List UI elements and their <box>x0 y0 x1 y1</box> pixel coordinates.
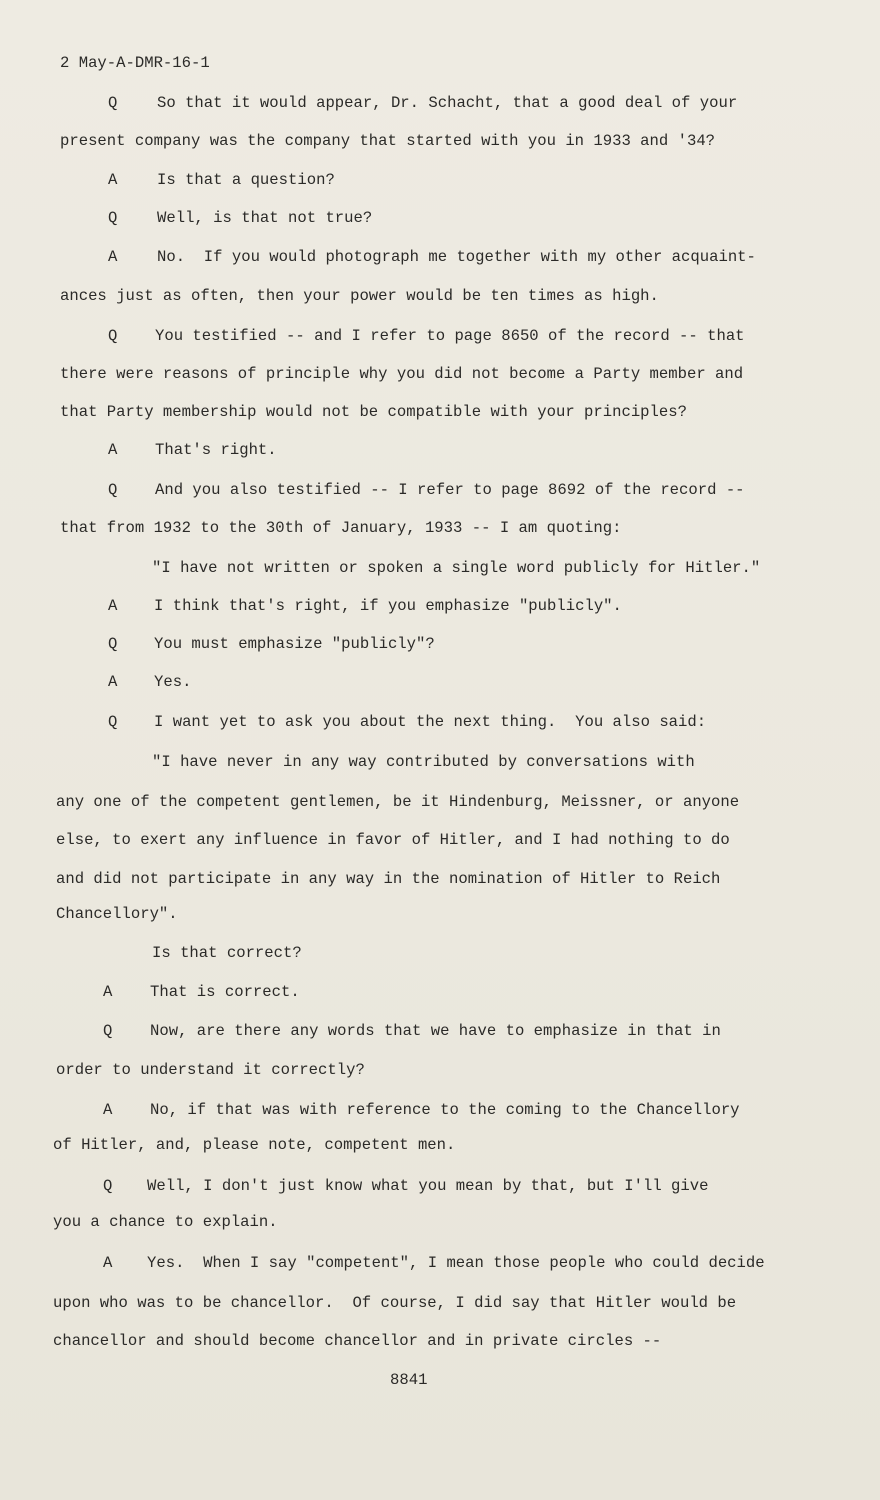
transcript-line: Is that a question? <box>157 171 335 189</box>
transcript-line: that from 1932 to the 30th of January, 1933 -- I am quoting: <box>60 519 622 537</box>
transcript-line: That's right. <box>155 441 277 459</box>
transcript-line: there were reasons of principle why you did not become a Party member and <box>60 365 744 383</box>
speaker-label: Q <box>108 209 118 227</box>
speaker-label: A <box>108 441 118 459</box>
transcript-line: chancellor and should become chancellor and in private circles -- <box>53 1332 662 1350</box>
quoted-line: "I have not written or spoken a single word publicly for Hitler." <box>152 559 761 577</box>
transcript-line: of Hitler, and, please note, competent men. <box>53 1136 456 1154</box>
speaker-label: Q <box>103 1177 113 1195</box>
speaker-label: Q <box>108 481 118 499</box>
transcript-line: order to understand it correctly? <box>56 1061 365 1079</box>
speaker-label: A <box>108 171 118 189</box>
transcript-line: I think that's right, if you emphasize "publicly". <box>154 597 622 615</box>
transcript-line: ances just as often, then your power would be ten times as high. <box>60 287 659 305</box>
transcript-line: Well, I don't just know what you mean by that, but I'll give <box>147 1177 709 1195</box>
transcript-line: No, if that was with reference to the coming to the Chancellory <box>150 1101 740 1119</box>
transcript-line: Yes. When I say "competent", I mean those people who could decide <box>147 1254 765 1272</box>
speaker-label: Q <box>108 635 118 653</box>
transcript-line: So that it would appear, Dr. Schacht, that a good deal of your <box>157 94 738 112</box>
transcript-line: I want yet to ask you about the next thing. You also said: <box>154 713 707 731</box>
speaker-label: A <box>108 597 118 615</box>
transcript-line: And you also testified -- I refer to page 8692 of the record -- <box>155 481 745 499</box>
speaker-label: A <box>108 673 118 691</box>
quoted-line: else, to exert any influence in favor of Hitler, and I had nothing to do <box>56 831 730 849</box>
quoted-line: Chancellory". <box>56 905 178 923</box>
transcript-line: You testified -- and I refer to page 8650 of the record -- that <box>155 327 745 345</box>
transcript-line: Yes. <box>154 673 192 691</box>
speaker-label: A <box>108 248 118 266</box>
transcript-line: No. If you would photograph me together with my other acquaint- <box>157 248 756 266</box>
document-header: 2 May-A-DMR-16-1 <box>60 54 210 72</box>
speaker-label: Q <box>108 713 118 731</box>
transcript-line: Now, are there any words that we have to emphasize in that in <box>150 1022 721 1040</box>
transcript-line: you a chance to explain. <box>53 1213 278 1231</box>
transcript-line: That is correct. <box>150 983 300 1001</box>
transcript-line: Is that correct? <box>152 944 302 962</box>
speaker-label: A <box>103 983 113 1001</box>
speaker-label: Q <box>108 327 118 345</box>
quoted-line: any one of the competent gentlemen, be it Hindenburg, Meissner, or anyone <box>56 793 740 811</box>
transcript-line: Well, is that not true? <box>157 209 373 227</box>
quoted-line: "I have never in any way contributed by conversations with <box>152 753 695 771</box>
speaker-label: A <box>103 1101 113 1119</box>
speaker-label: Q <box>103 1022 113 1040</box>
speaker-label: Q <box>108 94 118 112</box>
page-number: 8841 <box>390 1371 428 1389</box>
quoted-line: and did not participate in any way in the nomination of Hitler to Reich <box>56 870 721 888</box>
transcript-line: present company was the company that started with you in 1933 and '34? <box>60 132 716 150</box>
transcript-line: upon who was to be chancellor. Of course, I did say that Hitler would be <box>53 1294 737 1312</box>
speaker-label: A <box>103 1254 113 1272</box>
transcript-line: that Party membership would not be compatible with your principles? <box>60 403 687 421</box>
transcript-line: You must emphasize "publicly"? <box>154 635 435 653</box>
